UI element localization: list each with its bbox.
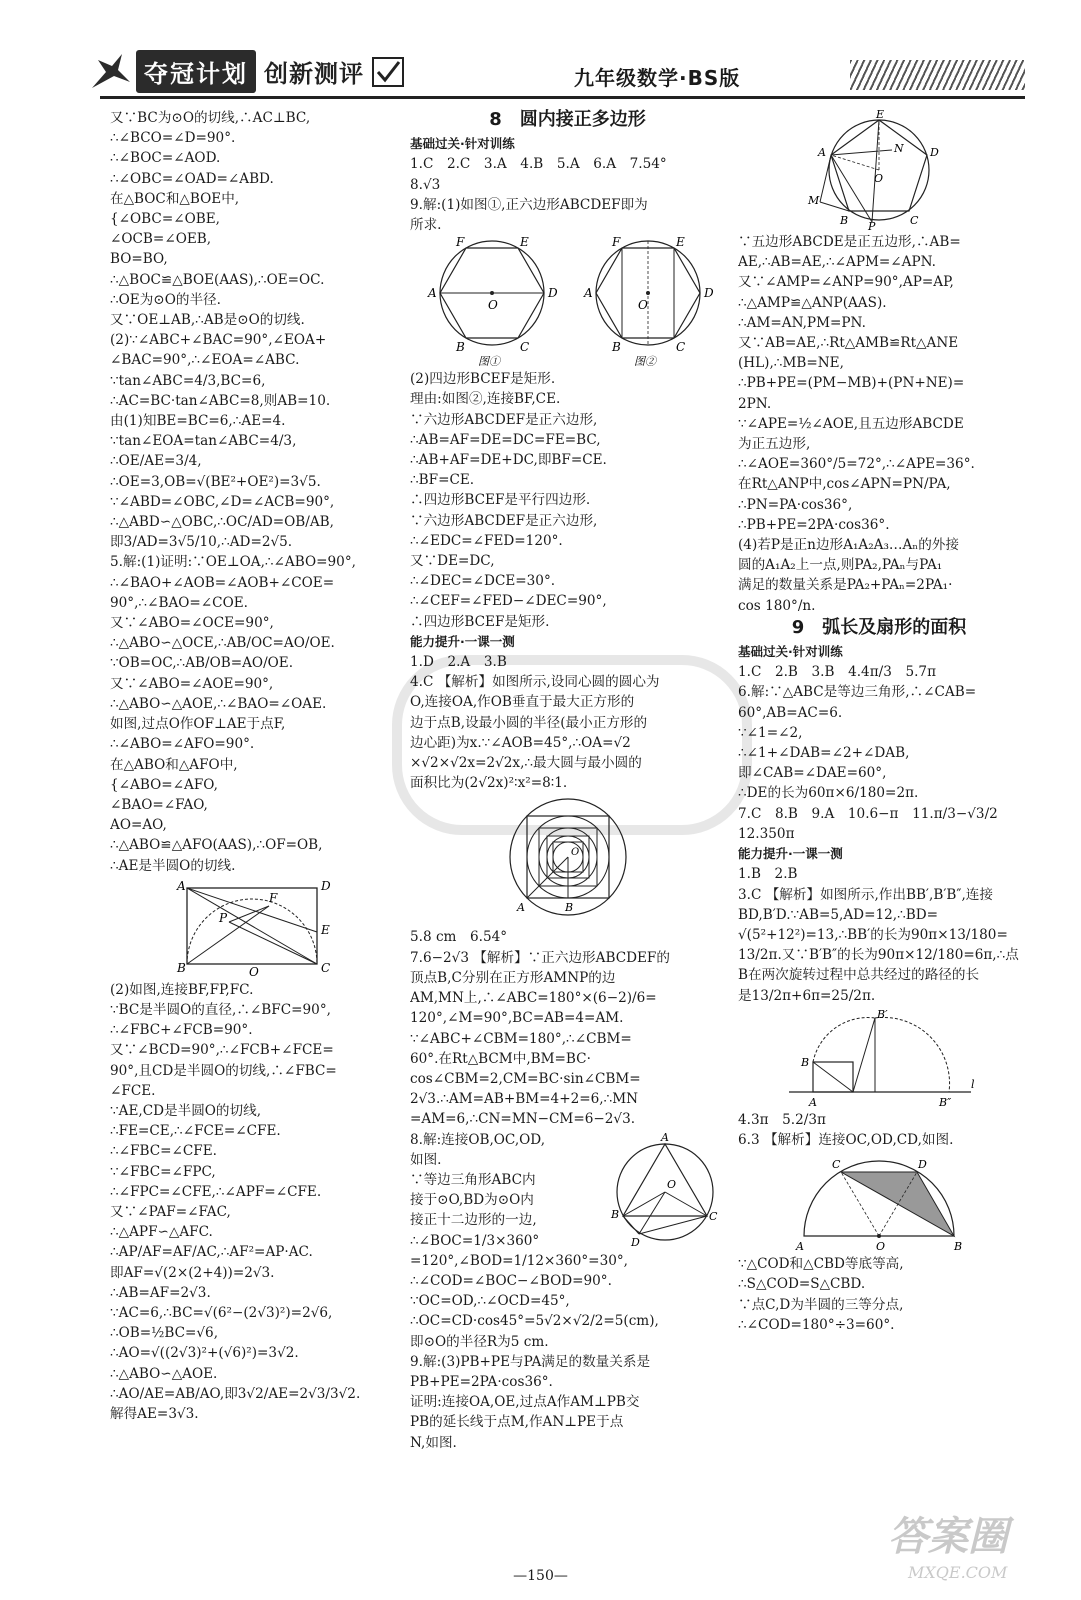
text-line: 满足的数量关系是PA₂+PAₙ=2PA₁· bbox=[738, 577, 953, 594]
text-line: ∴△ABO∽△AOE. bbox=[110, 1365, 218, 1382]
fig-label: D bbox=[703, 286, 714, 301]
text-line: ∴△AMP≌△ANP(AAS). bbox=[738, 294, 887, 311]
text-line: (HL),∴MB=NE, bbox=[738, 355, 844, 372]
text-line: ∵六边形ABCDEF是正六边形, bbox=[410, 512, 598, 529]
text-line: 1.D 2.A 3.B bbox=[410, 654, 507, 671]
runner-logo-icon bbox=[88, 52, 132, 92]
fig-label: A bbox=[661, 1130, 669, 1144]
text-line: 12.350π bbox=[738, 825, 795, 842]
fig-label: B bbox=[801, 1055, 810, 1069]
text-line: BD,B′D.∵AB=5,AD=12,∴BD= bbox=[738, 906, 939, 923]
text-line: ∴AE是半圆O的切线. bbox=[110, 857, 236, 874]
text-line: AO=AO, bbox=[110, 817, 167, 834]
header-rule bbox=[100, 96, 1025, 99]
text-line: 60°.在Rt△BCM中,BM=BC· bbox=[410, 1050, 591, 1067]
text-line: 所求. bbox=[410, 217, 442, 234]
text-line: 7.6−2√3 【解析】∵正六边形ABCDEF的 bbox=[410, 949, 670, 966]
text-line: ∠OCB=∠OEB, bbox=[110, 231, 212, 248]
fig-label: E bbox=[519, 237, 529, 250]
text-line: 120°,∠M=90°,BC=AB=4=AM. bbox=[410, 1010, 624, 1027]
text-line: 又∵∠BCD=90°,∴∠FCB+∠FCE= bbox=[110, 1042, 334, 1059]
text-line: ∴AP/AF=AF/AC,∴AF²=AP·AC. bbox=[110, 1244, 313, 1261]
text-line: ∴OC=CD·cos45°=5√2×√2/2=5(cm), bbox=[410, 1313, 659, 1330]
column-2 bbox=[410, 108, 725, 1453]
text-line: ∵tan∠EOA=tan∠ABC=4/3, bbox=[110, 433, 297, 450]
text-line: ∴∠DEC=∠DCE=30°. bbox=[410, 573, 556, 590]
text-line: ∴OE为⊙O的半径. bbox=[110, 291, 221, 308]
text-line: 边于点B,设最小圆的半径(最小正方形的 bbox=[410, 714, 648, 731]
fig-label: A bbox=[809, 1095, 817, 1108]
text-line: 6.3 【解析】连接OC,OD,CD,如图. bbox=[738, 1131, 954, 1148]
text-line: ∴△ABO∽△AOE,∴∠BAO=∠OAE. bbox=[110, 695, 327, 712]
text-line: ∴BF=CE. bbox=[410, 472, 475, 489]
text-line: 又∵∠ABO=∠OCE=90°, bbox=[110, 615, 274, 632]
text-line: ∴∠EDC=∠FED=120°. bbox=[410, 532, 563, 549]
figure-caption: 图② bbox=[633, 355, 656, 368]
answers-block-9 bbox=[738, 1110, 1020, 1150]
fig-label: P bbox=[868, 220, 876, 230]
text-line: ∴AB=AF=2√3. bbox=[110, 1284, 211, 1301]
text-line: ∴∠COD=180°÷3=60°. bbox=[738, 1316, 895, 1333]
fig-label: C bbox=[832, 1158, 841, 1172]
text-line: 如图,过点O作OF⊥AE于点F, bbox=[110, 716, 286, 733]
text-line: 6.解:∵△ABC是等边三角形,∴∠CAB= bbox=[738, 684, 977, 701]
text-line: 接正十二边形的一边, bbox=[410, 1212, 537, 1229]
text-line: (2)如图,连接BF,FP,FC. bbox=[110, 981, 254, 998]
fig-label: l bbox=[971, 1077, 975, 1091]
text-line: 5.解:(1)证明:∵OE⊥OA,∴∠ABO=90°, bbox=[110, 554, 356, 571]
series-name: 创新测评 bbox=[264, 60, 364, 88]
fig-label: A bbox=[176, 878, 186, 893]
text-line: 在Rt△ANP中,cos∠APN=PN/PA, bbox=[738, 476, 951, 493]
fig-label: B bbox=[176, 960, 186, 975]
text-line: ∵五边形ABCDE是正五边形,∴AB= bbox=[738, 234, 961, 250]
text-line: ∴∠OBC=∠OAD=∠ABD. bbox=[110, 170, 274, 187]
text-line: ∴AO=√((2√3)²+(√6)²)=3√2. bbox=[110, 1345, 299, 1362]
hexagon-figure-2 bbox=[583, 237, 714, 367]
text-line: N,如图. bbox=[410, 1434, 457, 1451]
text-line: 90°,且CD是半圆O的切线,∴∠FBC= bbox=[110, 1062, 337, 1079]
fig-label: O bbox=[874, 172, 884, 185]
text-line: 又∵DE=DC, bbox=[410, 553, 495, 570]
fig-label: A bbox=[516, 901, 525, 915]
text-line: =AM=6,∴CN=MN−CM=6−2√3. bbox=[410, 1111, 636, 1128]
text-line: 又∵OE⊥AB,∴AB是⊙O的切线. bbox=[110, 312, 305, 329]
text-line: 2PN. bbox=[738, 395, 772, 412]
text-line: 为正五边形, bbox=[738, 436, 811, 453]
text-line: 即∠CAB=∠DAE=60°, bbox=[738, 765, 887, 782]
text-line: 在△ABO和△AFO中, bbox=[110, 756, 238, 773]
text-line: ∵∠ABD=∠OBC,∠D=∠ACB=90°, bbox=[110, 493, 335, 510]
text-line: 即AF=√(2×(2+4))=2√3. bbox=[110, 1264, 275, 1281]
fig-label: O bbox=[667, 1177, 677, 1191]
text-line: ∴∠AOE=360°/5=72°,∴∠APE=36°. bbox=[738, 456, 975, 473]
text-line: 由(1)知BE=BC=6,∴AE=4. bbox=[110, 413, 286, 430]
fig-label: N bbox=[894, 142, 904, 155]
text-line: ∴S△COD=S△CBD. bbox=[738, 1276, 866, 1293]
page-header bbox=[0, 0, 1081, 100]
fig-label: B″ bbox=[939, 1095, 952, 1108]
answers-block-7 bbox=[738, 662, 1020, 844]
text-line: 8.√3 bbox=[410, 176, 441, 193]
text-line: 圆的A₁A₂上一点,则PA₂,PAₙ与PA₁ bbox=[738, 557, 943, 574]
text-line: 是13/2π+6π=25/2π. bbox=[738, 987, 876, 1004]
text-line: {∠OBC=∠OBE, bbox=[110, 211, 220, 228]
figure-rectangle-semicircle bbox=[173, 878, 333, 978]
fig-label: M bbox=[808, 194, 820, 207]
fig-label: A bbox=[583, 286, 593, 301]
text-line: (4)若P是正n边形A₁A₂A₃…Aₙ的外接 bbox=[738, 537, 959, 554]
text-line: 又∵BC为⊙O的切线,∴AC⊥BC, bbox=[110, 110, 311, 126]
text-line: O,连接OA,作OB垂直于最大正方形的 bbox=[410, 694, 635, 711]
text-line: 顶点B,C分别在正方形AMNP的边 bbox=[410, 969, 616, 986]
answers-block-4 bbox=[410, 927, 725, 1129]
fig-label: C bbox=[320, 960, 330, 975]
text-line: 60°,AB=AC=6. bbox=[738, 704, 843, 721]
text-line: ∴∠ABO=∠AFO=90°. bbox=[110, 736, 255, 753]
fig-label: B bbox=[611, 1207, 620, 1221]
text-line: (2)∵∠ABC+∠BAC=90°,∠EOA+ bbox=[110, 332, 327, 349]
text-line: 90°,∴∠BAO=∠COE. bbox=[110, 594, 248, 611]
q8-block bbox=[410, 1130, 725, 1453]
figure-caption: 图① bbox=[477, 355, 500, 368]
fig-label: D bbox=[631, 1235, 640, 1249]
text-line: ∴∠COD=∠BOC−∠BOD=90°. bbox=[410, 1272, 612, 1289]
brand-name: 夺冠计划 bbox=[136, 50, 256, 93]
text-line: ∴∠BAO+∠AOB=∠AOB+∠COE= bbox=[110, 574, 335, 591]
answers-block-6 bbox=[738, 232, 1020, 616]
fig-label: O bbox=[570, 847, 579, 859]
text-line: =120°,∠BOD=1/12×360°=30°, bbox=[410, 1252, 628, 1269]
text-line: 13/2π.又∵B′B″的长为90π×12/180=6π,∴点 bbox=[738, 947, 1019, 964]
text-line: 边心距)为x.∵∠AOB=45°,∴OA=√2 bbox=[410, 734, 631, 751]
figure-rotation-path bbox=[779, 1008, 979, 1108]
text-line: ∴四边形BCEF是矩形. bbox=[410, 613, 550, 630]
column-1 bbox=[110, 108, 395, 1424]
basic-exercise-heading: 基础过关·针对训练 bbox=[410, 136, 515, 152]
text-line: ∴OE=3,OB=√(BE²+OE²)=3√5. bbox=[110, 473, 321, 490]
fig-label: P bbox=[218, 910, 227, 925]
fig-label: C bbox=[519, 340, 529, 355]
fig-label: O bbox=[876, 1240, 886, 1253]
text-line: ∵六边形ABCDEF是正六边形, bbox=[410, 411, 598, 428]
text-line: 1.C 2.B 3.B 4.4π/3 5.7π bbox=[738, 664, 936, 681]
header-stripes bbox=[850, 60, 1025, 90]
text-line: 5.8 cm 6.54° bbox=[410, 929, 508, 946]
fig-label: A bbox=[818, 146, 826, 159]
fig-label: D bbox=[918, 1158, 927, 1172]
grade-label: 九年级数学·BS版 bbox=[574, 66, 741, 90]
fig-label: B bbox=[611, 340, 621, 355]
section-9-title: 9 弧长及扇形的面积 bbox=[791, 616, 967, 638]
fig-label: F bbox=[268, 890, 277, 905]
fig-label: D bbox=[547, 286, 558, 301]
text-line: ∴△ABO∽△OCE,∴AB/OC=AO/OE. bbox=[110, 635, 335, 652]
text-line: ∴PB+PE=2PA·cos36°. bbox=[738, 516, 890, 533]
text-line: ∴△ABO≌△AFO(AAS),∴OF=OB, bbox=[110, 837, 323, 854]
column-1-text-b bbox=[110, 980, 395, 1424]
answers-block-3 bbox=[410, 652, 725, 793]
brand-logo bbox=[88, 50, 404, 93]
fig-label: B bbox=[954, 1240, 963, 1253]
fig-label: A bbox=[427, 286, 437, 301]
text-line: ∵∠FBC=∠FPC, bbox=[110, 1163, 216, 1180]
stamp-url: MXQE.COM bbox=[908, 1563, 1008, 1582]
text-line: 又∵AB=AE,∴Rt△AMB≌Rt△ANE bbox=[738, 335, 959, 352]
text-line: ∴△ABD∽△OBC,∴OC/AD=OB/AB, bbox=[110, 514, 334, 531]
text-line: B在两次旋转过程中总共经过的路径的长 bbox=[738, 967, 980, 984]
text-line: 即⊙O的半径R为5 cm. bbox=[410, 1333, 549, 1350]
text-line: 4.C 【解析】如图所示,设同心圆的圆心为 bbox=[410, 674, 660, 691]
text-line: BO=BO, bbox=[110, 251, 168, 268]
text-line: ∴∠FBC+∠FCB=90°. bbox=[110, 1022, 253, 1039]
fig-label: O bbox=[487, 298, 498, 313]
text-line: (2)四边形BCEF是矩形. bbox=[410, 371, 556, 388]
basic-exercise-heading: 基础过关·针对训练 bbox=[738, 644, 843, 660]
text-line: ∴AO/AE=AB/AO,即3√2/AE=2√3/3√2. bbox=[110, 1385, 361, 1402]
fig-label: D bbox=[930, 146, 939, 159]
text-line: ∴OE/AE=3/4, bbox=[110, 453, 202, 470]
text-line: {∠ABO=∠AFO, bbox=[110, 776, 218, 793]
text-line: ∵AE,CD是半圆O的切线, bbox=[110, 1102, 262, 1119]
fig-label: E bbox=[876, 110, 885, 121]
text-line: 又∵∠ABO=∠AOE=90°, bbox=[110, 675, 274, 692]
text-line: 面积比为(2√2x)²∶x²=8∶1. bbox=[410, 775, 568, 792]
figure-nested-squares bbox=[493, 795, 643, 925]
text-line: ∵∠1=∠2, bbox=[738, 724, 803, 741]
answers-block-10 bbox=[738, 1254, 1020, 1335]
text-line: PB的延长线于点M,作AN⊥PE于点 bbox=[410, 1414, 624, 1431]
hexagon-figure-1 bbox=[427, 237, 558, 367]
text-line: 9.解:(1)如图①,正六边形ABCDEF即为 bbox=[410, 196, 648, 213]
fig-label: E bbox=[675, 237, 685, 250]
fig-label: F bbox=[611, 237, 620, 250]
fig-label: B bbox=[564, 901, 573, 915]
fig-label: B bbox=[455, 340, 465, 355]
text-line: ∴OB=½BC=√6, bbox=[110, 1325, 219, 1342]
figure-pentagon-in-circle bbox=[804, 110, 954, 230]
text-line: 4.3π 5.2/3π bbox=[738, 1111, 826, 1128]
text-line: ∵OB=OC,∴AB/OB=AO/OE. bbox=[110, 655, 294, 672]
fig-label: A bbox=[796, 1240, 804, 1253]
column-3 bbox=[738, 108, 1020, 1335]
text-line: 3.C 【解析】如图所示,作出BB′,B′B″,连接 bbox=[738, 886, 993, 903]
advanced-exercise-heading: 能力提升·一课一测 bbox=[410, 633, 515, 649]
figure-triangle-in-circle bbox=[605, 1130, 725, 1250]
text-line: ∵tan∠ABC=4/3,BC=6, bbox=[110, 372, 266, 389]
fig-label: C bbox=[675, 340, 685, 355]
fig-label: D bbox=[320, 878, 331, 893]
text-line: ∵BC是半圆O的直径,∴∠BFC=90°, bbox=[110, 1001, 331, 1018]
text-line: 又∵∠PAF=∠FAC, bbox=[110, 1203, 231, 1220]
text-line: 7.C 8.B 9.A 10.6−π 11.π/3−√3/2 bbox=[738, 805, 998, 822]
text-line: 解得AE=3√3. bbox=[110, 1405, 199, 1422]
text-line: AM,MN上,∴∠ABC=180°×(6−2)/6= bbox=[410, 990, 657, 1007]
text-line: ∴DE的长为60π×6/180=2π. bbox=[738, 785, 919, 802]
text-line: ∴∠BCO=∠D=90°. bbox=[110, 130, 236, 147]
text-line: ∴AB+AF=DE+DC,即BF=CE. bbox=[410, 452, 607, 469]
fig-label: O bbox=[637, 298, 648, 313]
figure-hexagons bbox=[418, 237, 718, 367]
text-line: 即3/AD=3√5/10,∴AD=2√5. bbox=[110, 534, 293, 551]
text-line: ∴∠BOC=1/3×360° bbox=[410, 1232, 540, 1249]
text-line: ∵∠ABC+∠CBM=180°,∴∠CBM= bbox=[410, 1030, 632, 1047]
column-1-text-a bbox=[110, 108, 395, 876]
fig-label: B′ bbox=[877, 1007, 888, 1021]
watermark-stamp bbox=[880, 1500, 1045, 1585]
text-line: 9.解:(3)PB+PE与PA满足的数量关系是 bbox=[410, 1353, 651, 1370]
text-line: 2√3.∴AM=AB+BM=4+2=6,∴MN bbox=[410, 1091, 639, 1108]
text-line: ∴∠FPC=∠CFE,∴∠APF=∠CFE. bbox=[110, 1183, 322, 1200]
text-line: ∵△COD和△CBD等底等高, bbox=[738, 1256, 904, 1273]
fig-label: B bbox=[840, 214, 849, 227]
check-icon bbox=[372, 57, 404, 87]
text-line: 1.C 2.C 3.A 4.B 5.A 6.A 7.54° bbox=[410, 156, 667, 173]
text-line: ∴AC=BC·tan∠ABC=8,则AB=10. bbox=[110, 392, 331, 409]
text-line: ∵点C,D为半圆的三等分点, bbox=[738, 1296, 904, 1313]
text-line: ∴四边形BCEF是平行四边形. bbox=[410, 492, 591, 509]
fig-label: E bbox=[320, 922, 330, 937]
answers-block-8 bbox=[738, 864, 1020, 1005]
stamp-text: 答案圈 bbox=[888, 1513, 1008, 1560]
answers-block-1 bbox=[410, 154, 725, 235]
text-line: ∠BAO=∠FAO, bbox=[110, 796, 208, 813]
text-line: ∴PB+PE=(PM−MB)+(PN+NE)= bbox=[738, 375, 965, 392]
fig-label: C bbox=[709, 1209, 718, 1223]
text-line: ∴AB=AF=DE=DC=FE=BC, bbox=[410, 431, 601, 448]
text-line: √(5²+12²)=13,∴BB′的长为90π×13/180= bbox=[738, 926, 1008, 943]
section-8-title: 8 圆内接正多边形 bbox=[489, 109, 646, 130]
fig-label: C bbox=[910, 214, 919, 227]
text-line: ∵∠APE=½∠AOE,且五边形ABCDE bbox=[738, 415, 964, 432]
text-line: 证明:连接OA,OE,过点A作AM⊥PB交 bbox=[410, 1394, 640, 1411]
answers-block-2 bbox=[410, 369, 725, 632]
text-line: ×√2×√2x=2√2x,∴最大圆与最小圆的 bbox=[410, 755, 642, 772]
page-number: —150— bbox=[513, 1568, 568, 1584]
text-line: cos 180°/n. bbox=[738, 597, 816, 614]
text-line: 8.解:连接OB,OC,OD, bbox=[410, 1131, 546, 1148]
text-line: ∴PN=PA·cos36°, bbox=[738, 496, 853, 513]
advanced-exercise-heading: 能力提升·一课一测 bbox=[738, 846, 843, 862]
text-line: ∴△BOC≌△BOE(AAS),∴OE=OC. bbox=[110, 271, 325, 288]
text-line: 如图. bbox=[410, 1151, 442, 1168]
text-line: 1.B 2.B bbox=[738, 866, 798, 883]
text-line: AE,∴AB=AE,∴∠APM=∠APN. bbox=[738, 254, 936, 271]
text-line: PB+PE=2PA·cos36°. bbox=[410, 1373, 553, 1390]
text-line: cos∠CBM=2,CM=BC·sin∠CBM= bbox=[410, 1070, 641, 1087]
text-line: ∴∠1+∠DAB=∠2+∠DAB, bbox=[738, 745, 910, 762]
figure-semicircle-sector bbox=[794, 1152, 964, 1252]
text-line: ∴∠CEF=∠FED−∠DEC=90°, bbox=[410, 593, 607, 610]
text-line: 理由:如图②,连接BF,CE. bbox=[410, 391, 561, 408]
text-line: ∠FCE. bbox=[110, 1082, 156, 1099]
text-line: ∴∠BOC=∠AOD. bbox=[110, 150, 221, 167]
text-line: ∵等边三角形ABC内 bbox=[410, 1171, 536, 1188]
text-line: 又∵∠AMP=∠ANP=90°,AP=AP, bbox=[738, 274, 954, 291]
text-line: ∴△APF∽△AFC. bbox=[110, 1224, 213, 1241]
text-line: ∴FE=CE,∴∠FCE=∠CFE. bbox=[110, 1123, 281, 1140]
text-line: ∠BAC=90°,∴∠EOA=∠ABC. bbox=[110, 352, 300, 369]
fig-label: O bbox=[248, 964, 259, 978]
text-line: 在△BOC和△BOE中, bbox=[110, 190, 240, 207]
text-line: ∴∠FBC=∠CFE. bbox=[110, 1143, 217, 1160]
text-line: ∵OC=OD,∴∠OCD=45°, bbox=[410, 1293, 570, 1310]
fig-label: F bbox=[455, 237, 464, 250]
text-line: 接于⊙O,BD为⊙O内 bbox=[410, 1192, 534, 1209]
text-line: ∵AC=6,∴BC=√(6²−(2√3)²)=2√6, bbox=[110, 1304, 333, 1321]
text-line: ∴AM=AN,PM=PN. bbox=[738, 314, 866, 331]
